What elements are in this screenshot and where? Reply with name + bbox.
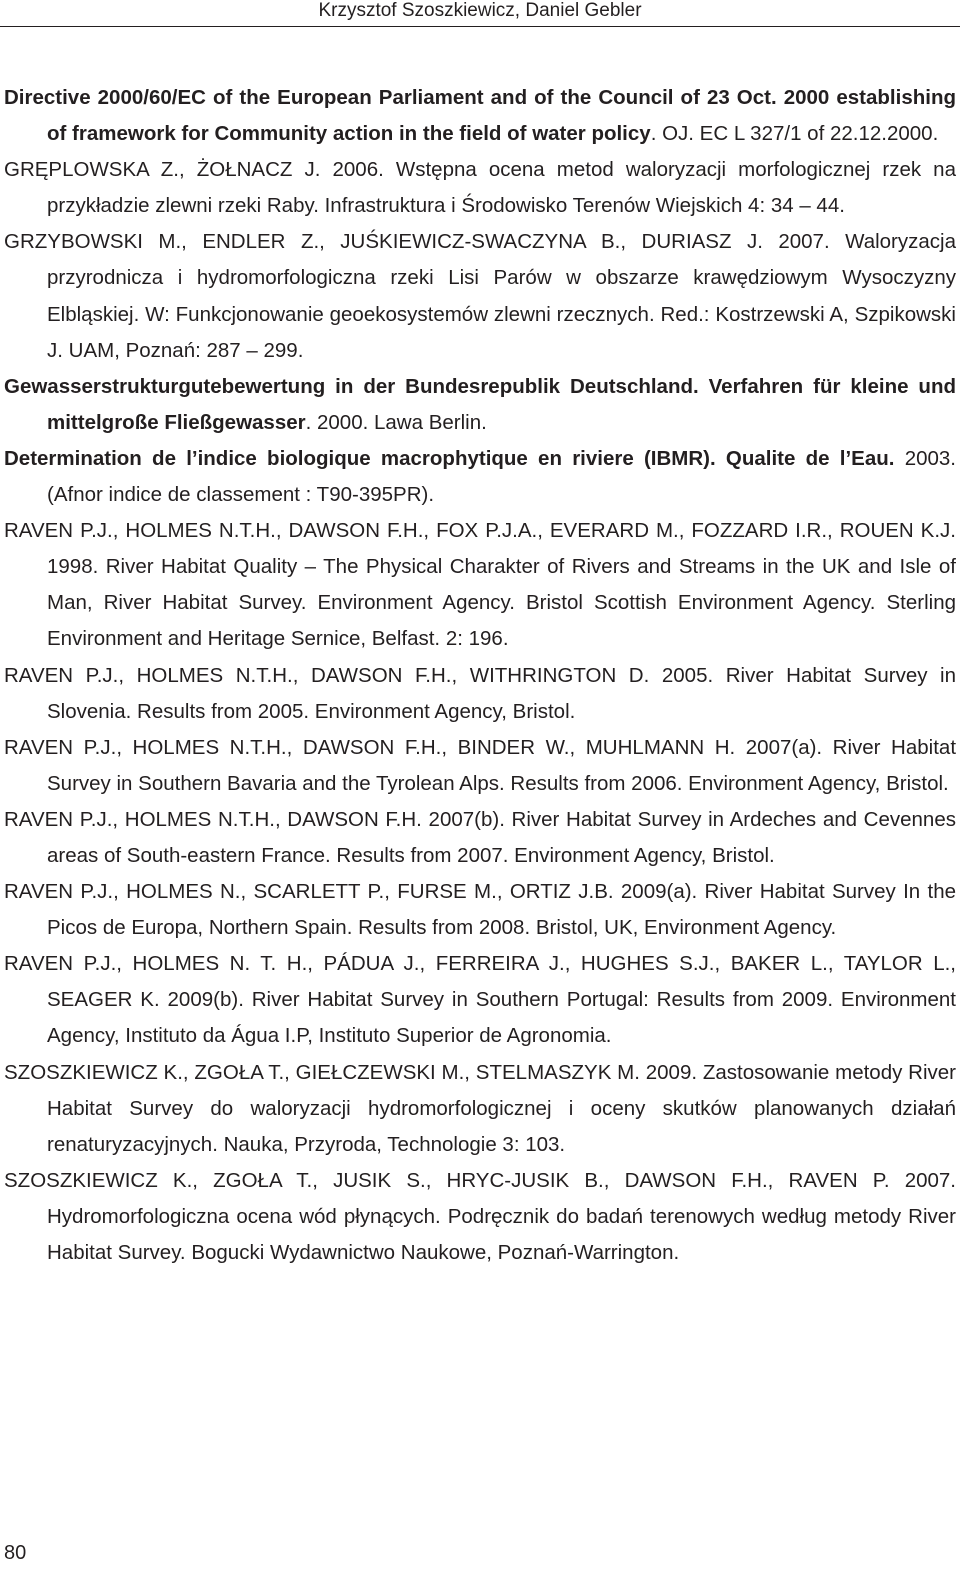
reference-authors: SZOSZKIEWICZ K., ZGOŁA T., JUSIK S., HRYC-JUSIK B., DAWSON F.H., RAVEN P. xyxy=(4,1168,890,1192)
reference-entry xyxy=(4,80,956,152)
reference-entry xyxy=(4,1055,956,1163)
reference-details: 1998. River Habitat Quality – The Physical Charakter of Rivers and Streams in the UK and Isle of Man, River Habitat Survey. Environment Agency. Bristol Scottish Environment Agency. Sterling Environment and Heritage Sernice, Belfast. 2: 196. xyxy=(47,555,956,651)
page-number: 80 xyxy=(4,1542,27,1564)
reference-details: 2007(b). River Habitat Survey in Ardeches and Cevennes areas of South-eastern France. Results from 2007. Environment Agency, Bristol. xyxy=(47,807,956,867)
reference-entry xyxy=(4,152,956,224)
reference-entry xyxy=(4,946,956,1054)
reference-authors: RAVEN P.J., HOLMES N. T. H., PÁDUA J., FERREIRA J., HUGHES S.J., BAKER L., TAYLOR L., SEAGER K. xyxy=(4,952,956,1012)
reference-details: . OJ. EC L 327/1 of 22.12.2000. xyxy=(650,122,939,146)
reference-title: Determination de l’indice biologique macrophytique en riviere (IBMR). Qualite de l’Eau. xyxy=(4,446,895,470)
reference-entry xyxy=(4,441,956,513)
reference-details: 2006. Wstępna ocena metod waloryzacji morfologicznej rzek na przykładzie zlewni rzeki Raby. Infrastruktura i Środowisko Terenów Wiejskich 4: 34 – 44. xyxy=(47,158,956,218)
running-header xyxy=(0,0,960,26)
reference-authors: RAVEN P.J., HOLMES N.T.H., DAWSON F.H. xyxy=(4,807,422,831)
reference-authors: RAVEN P.J., HOLMES N., SCARLETT P., FURSE M., ORTIZ J.B. xyxy=(4,880,614,904)
reference-details: 2005. River Habitat Survey in Slovenia. Results from 2005. Environment Agency, Bristol. xyxy=(47,663,956,723)
reference-entry xyxy=(4,874,956,946)
running-title: Krzysztof Szoszkiewicz, Daniel Gebler xyxy=(318,0,642,21)
reference-authors: RAVEN P.J., HOLMES N.T.H., DAWSON F.H., WITHRINGTON D. xyxy=(4,663,650,687)
reference-details: 2007. Waloryzacja przyrodnicza i hydromorfologiczna rzeki Lisi Parów w obszarze krawędziowym Wysoczyzny Elbląskiej. W: Funkcjonowanie geoekosystemów zlewni rzecznych. Red.: Kostrzewski A, Szpikowski J. UAM, Poznań: 287 – 299. xyxy=(47,230,956,362)
reference-entry xyxy=(4,513,956,657)
reference-entry xyxy=(4,224,956,368)
reference-details: 2003. (Afnor indice de classement : T90-395PR). xyxy=(47,446,956,507)
reference-details: 2009. Zastosowanie metody River Habitat Survey do waloryzacji hydromorfologicznej i oceny skutków planowanych działań renaturyzacyjnych. Nauka, Przyroda, Technologie 3: 103. xyxy=(47,1060,956,1156)
reference-list xyxy=(4,80,956,1271)
reference-details: 2009(b). River Habitat Survey in Southern Portugal: Results from 2009. Environment Agency, Instituto da Água I.P, Instituto Superior de Agronomia. xyxy=(47,988,956,1048)
reference-details: 2007(a). River Habitat Survey in Southern Bavaria and the Tyrolean Alps. Results from 2006. Environment Agency, Bristol. xyxy=(47,735,957,795)
reference-authors: RAVEN P.J., HOLMES N.T.H., DAWSON F.H., FOX P.J.A., EVERARD M., FOZZARD I.R., ROUEN K.J. xyxy=(4,519,956,543)
reference-details: 2007. Hydromorfologiczna ocena wód płynących. Podręcznik do badań terenowych według metody River Habitat Survey. Bogucki Wydawnictwo Naukowe, Poznań-Warrington. xyxy=(47,1168,956,1264)
reference-authors: SZOSZKIEWICZ K., ZGOŁA T., GIEŁCZEWSKI M., STELMASZYK M. xyxy=(4,1060,640,1084)
reference-entry xyxy=(4,730,956,802)
reference-entry xyxy=(4,369,956,441)
reference-title: Gewasserstrukturgutebewertung in der Bundesrepublik Deutschland. Verfahren für kleine und mittelgroße Fließgewasser xyxy=(4,374,956,434)
reference-entry xyxy=(4,1163,956,1271)
reference-details: 2009(a). River Habitat Survey In the Picos de Europa, Northern Spain. Results from 2008. Bristol, UK, Environment Agency. xyxy=(47,880,956,940)
reference-authors: RAVEN P.J., HOLMES N.T.H., DAWSON F.H., BINDER W., MUHLMANN H. xyxy=(4,735,736,759)
reference-authors: GRZYBOWSKI M., ENDLER Z., JUŚKIEWICZ-SWACZYNA B., DURIASZ J. xyxy=(4,230,763,254)
reference-authors: GRĘPLOWSKA Z., ŻOŁNACZ J. xyxy=(4,158,321,182)
reference-details: . 2000. Lawa Berlin. xyxy=(305,410,487,434)
reference-title: Directive 2000/60/EC of the European Parliament and of the Council of 23 Oct. 2000 establishing of framework for Community action in the field of water policy xyxy=(4,86,956,146)
reference-entry xyxy=(4,658,956,730)
reference-entry xyxy=(4,802,956,874)
header-rule xyxy=(0,26,960,27)
